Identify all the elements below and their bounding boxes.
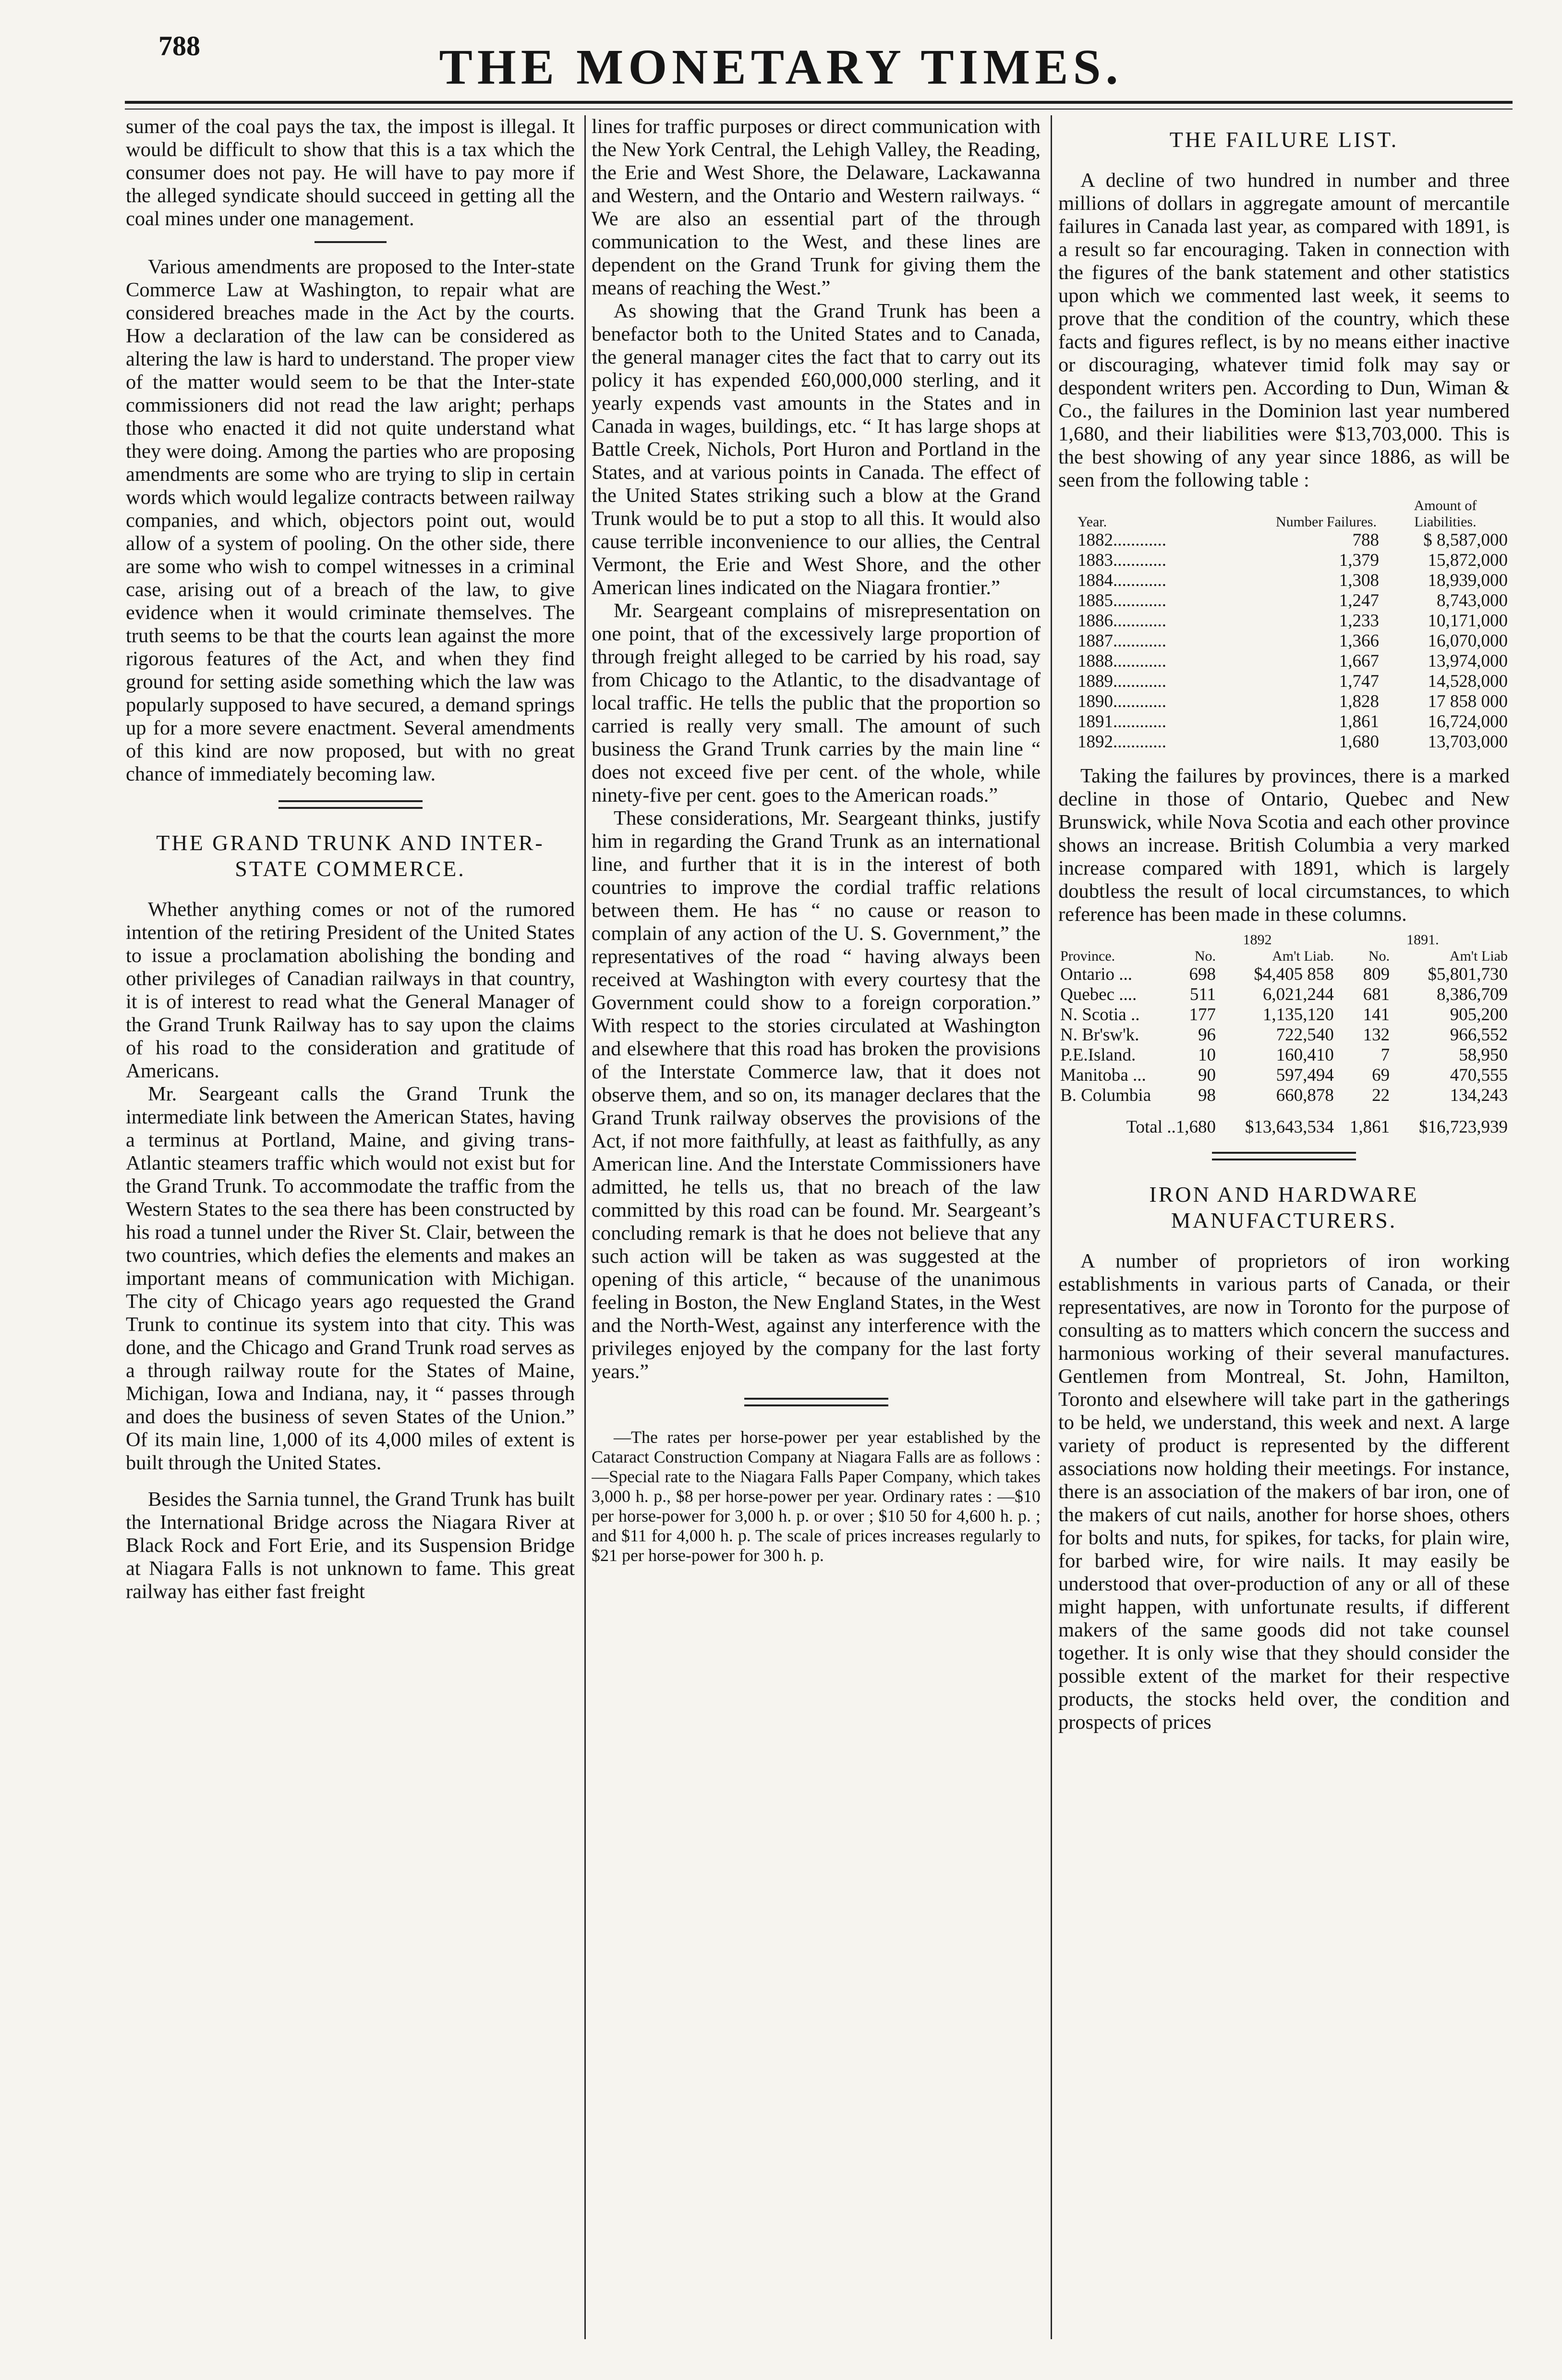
table-cell: 1892............ bbox=[1078, 732, 1166, 752]
table-header: Am't Liab. bbox=[1272, 948, 1334, 964]
table-cell: $5,801,730 bbox=[1428, 964, 1508, 984]
table-header-row bbox=[1058, 948, 1510, 964]
table-cell: 1885............ bbox=[1078, 591, 1166, 610]
table-cell: 1,308 bbox=[1339, 571, 1379, 590]
table-cell: 511 bbox=[1189, 985, 1216, 1004]
table-cell: 1,247 bbox=[1339, 591, 1379, 610]
table-year-1892: 1892 bbox=[1243, 932, 1272, 948]
table-row bbox=[1058, 571, 1510, 591]
table-header: Year. bbox=[1078, 514, 1107, 530]
table-cell: 788 bbox=[1352, 530, 1379, 550]
table-cell: 1,366 bbox=[1339, 631, 1379, 651]
separator-rule bbox=[315, 241, 387, 243]
table-cell: B. Columbia bbox=[1060, 1086, 1151, 1105]
page-number: 788 bbox=[158, 30, 200, 61]
table-row bbox=[1058, 631, 1510, 651]
table-header: Number Failures. bbox=[1276, 514, 1377, 530]
paragraph: As showing that the Grand Trunk has been a benefactor both to the United States and to Canada, the general manager cites the fact that to carry out its policy it has expended £60,000,000 sterling, and it yearly expends vast amounts in the States and in Canada in wages, buildings, etc. “ It has large shops at Battle Creek, Nichols, Port Huron and Portland in the States, and at various points in Canada. The effect of the United States striking such a blow at the Grand Trunk would be to put a stop to all this. It would also cause terrible inconvenience to our allies, the Central Vermont, the Erie and West Shore, and the other American lines indicated on the Niagara frontier.” bbox=[592, 300, 1041, 599]
table-cell: 10 bbox=[1198, 1045, 1216, 1065]
double-rule bbox=[278, 800, 423, 809]
table-cell: 10,171,000 bbox=[1428, 611, 1508, 631]
table-row bbox=[1058, 964, 1510, 985]
table-cell: 1,379 bbox=[1339, 550, 1379, 570]
table-cell: 16,724,000 bbox=[1428, 712, 1508, 732]
table-cell: 722,540 bbox=[1276, 1025, 1334, 1045]
article-heading: THE FAILURE LIST. bbox=[1169, 127, 1399, 152]
news-note: —The rates per horse-power per year established by the Cataract Construction Company at Niagara Falls are as follows :—Special rate to the Niagara Falls Paper Company, which takes 3,000 h. p., $8 per horse-power per year. Ordinary rates : —$10 per horse-power for 3,000 h. p. or over ; $10 50 for 4,600 h. p. ; and $11 for 4,000 h. p. The scale of prices increases regularly to $21 per horse-power for 300 h. p. bbox=[592, 1428, 1041, 1565]
table-cell: 470,555 bbox=[1450, 1065, 1508, 1085]
table-cell: $13,643,534 bbox=[1245, 1117, 1334, 1137]
table-cell: 1890............ bbox=[1078, 692, 1166, 711]
table-cell: 1889............ bbox=[1078, 671, 1166, 691]
paragraph: Taking the failures by provinces, there is a marked decline in those of Ontario, Quebec and New Brunswick, while Nova Scotia and each other province shows an increase. British Columbia a very marked increase compared with 1891, which is largely doubtless the result of local circumstances, to which reference has been made in these columns. bbox=[1058, 765, 1510, 926]
table-cell: P.E.Island. bbox=[1060, 1045, 1136, 1065]
table-cell: 1888............ bbox=[1078, 651, 1166, 671]
paragraph: Whether anything comes or not of the rumored intention of the retiring President of the United States to issue a proclamation abolishing the bonding and other privileges of Canadian railways in that country, it is of interest to read what the General Manager of the Grand Trunk Railway has to say upon the claims of his road to the consideration and gratitude of Americans. bbox=[126, 898, 575, 1082]
table-cell: N. Scotia .. bbox=[1060, 1005, 1140, 1025]
table-header: No. bbox=[1194, 948, 1216, 964]
table-row bbox=[1058, 550, 1510, 571]
double-rule bbox=[1212, 1152, 1356, 1160]
table-cell: 132 bbox=[1363, 1025, 1390, 1045]
table-cell: 1884............ bbox=[1078, 571, 1166, 590]
table-row bbox=[1058, 1086, 1510, 1106]
masthead-rule bbox=[125, 101, 1513, 104]
table-row bbox=[1058, 712, 1510, 732]
table-cell: Manitoba ... bbox=[1060, 1065, 1146, 1085]
table-cell: $4,405 858 bbox=[1254, 964, 1334, 984]
table-cell: Quebec .... bbox=[1060, 985, 1137, 1004]
table-row bbox=[1058, 1025, 1510, 1045]
table-cell: 905,200 bbox=[1450, 1005, 1508, 1025]
table-cell: 1,135,120 bbox=[1262, 1005, 1334, 1025]
table-cell: 8,743,000 bbox=[1437, 591, 1508, 610]
table-cell: 597,494 bbox=[1276, 1065, 1334, 1085]
table-cell: 177 bbox=[1189, 1005, 1216, 1025]
table-row bbox=[1058, 591, 1510, 611]
table-cell: Total ..1,680 bbox=[1126, 1117, 1216, 1137]
article-heading: IRON AND HARDWARE MANUFACTURERS. bbox=[1149, 1182, 1419, 1233]
table-cell: 1886............ bbox=[1078, 611, 1166, 631]
table-year-1891: 1891. bbox=[1406, 932, 1439, 948]
table-row bbox=[1058, 1045, 1510, 1065]
table-cell: 1,680 bbox=[1339, 732, 1379, 752]
masthead-rule-thin bbox=[125, 109, 1513, 110]
table-cell: 18,939,000 bbox=[1428, 571, 1508, 590]
paragraph: Mr. Seargeant calls the Grand Trunk the intermediate link between the American States, having a terminus at Portland, Maine, and giving trans-Atlantic steamers traffic which would not exist but for the Grand Trunk. To accommodate the traffic from the Western States to the sea there has been constructed by his road a tunnel under the River St. Clair, between the two countries, which defies the elements and makes an important means of communication with Michigan. The city of Chicago years ago requested the Grand Trunk to continue its system into that city. This was done, and the Chicago and Grand Trunk road serves as a through railway route for the States of Maine, Michigan, Iowa and Indiana, nay, it “ passes through and does the business of seven States of the Union.” Of its main line, 1,000 of its 4,000 miles of extent is built through the United States. bbox=[126, 1083, 575, 1474]
table-cell: 681 bbox=[1363, 985, 1390, 1004]
table-cell: Ontario ... bbox=[1060, 964, 1133, 984]
column-2 bbox=[592, 115, 1041, 2344]
masthead-title: THE MONETARY TIMES. bbox=[439, 39, 1123, 95]
paragraph: A number of proprietors of iron working establishments in various parts of Canada, or their representatives, are now in Toronto for the purpose of consulting as to matters which concern the success and harmonious working of their several manufactures. Gentlemen from Montreal, St. John, Hamilton, Toronto and elsewhere will take part in the gatherings to be held, we understand, this week and next. A large variety of product is represented by the different associations now holding their meetings. For instance, there is an association of the makers of bar iron, one of the makers of cut nails, another for horse shoes, others for bolts and nuts, for spikes, for tacks, for plain wire, for barbed wire, for wire nails. It may easily be understood that over-production of any or all of these might happen, with unfortunate results, if different makers of the same goods did not take counsel together. It is only wise that they should consider the possible extent of the market for their respective products, the stocks held over, the condition and prospects of prices bbox=[1058, 1250, 1510, 1733]
table-cell: 141 bbox=[1363, 1005, 1390, 1025]
table-cell: 1891............ bbox=[1078, 712, 1166, 732]
paragraph: sumer of the coal pays the tax, the impost is illegal. It would be difficult to show that this is a tax which the consumer does not pay. He will have to pay more if the alleged syndicate should succeed in getting all the coal mines under one management. bbox=[126, 115, 575, 230]
table-row bbox=[1058, 611, 1510, 631]
table-cell: 6,021,244 bbox=[1262, 985, 1334, 1004]
table-cell: 698 bbox=[1189, 964, 1216, 984]
table-header: Amount of Liabilities. bbox=[1414, 498, 1477, 530]
table-cell: 8,386,709 bbox=[1437, 985, 1508, 1004]
table-cell: 809 bbox=[1363, 964, 1390, 984]
table-cell: N. Br'sw'k. bbox=[1060, 1025, 1139, 1045]
table-row bbox=[1058, 692, 1510, 712]
paragraph: These considerations, Mr. Seargeant thinks, justify him in regarding the Grand Trunk as an international line, and further that it is in the interest of both countries to improve the cordial traffic relations between them. He has “ no cause or reason to complain of any action of the U. S. Government,” the representatives of the road “ having always been received at Washington with every courtesy that the Government could show to a foreign corporation.” With respect to the stories circulated at Washington and elsewhere that this road has broken the provisions of the Interstate Commerce law, that it does not observe them, and so on, its manager declares that the Grand Trunk railway observes the provisions of the Act, if not more faithfully, at least as faithfully, as any American line. And the Interstate Commissioners have admitted, he tells us, that no breach of the law committed by this road can be found. Mr. Seargeant’s concluding remark is that he does not believe that any such action will be taken as was suggested at the opening of this article, “ because of the unanimous feeling in Boston, the New England States, in the West and the North-West, against any interference with the privileges enjoyed by the company for the last forty years.” bbox=[592, 807, 1041, 1383]
table-cell: 69 bbox=[1372, 1065, 1390, 1085]
table-cell: 660,878 bbox=[1276, 1086, 1334, 1105]
column-divider bbox=[584, 115, 586, 2339]
table-cell: 1,861 bbox=[1339, 712, 1379, 732]
table-cell: 96 bbox=[1198, 1025, 1216, 1045]
table-cell: 1,233 bbox=[1339, 611, 1379, 631]
table-cell: 1,667 bbox=[1339, 651, 1379, 671]
table-row bbox=[1058, 1005, 1510, 1025]
table-total-row bbox=[1058, 1106, 1510, 1137]
table-cell: 14,528,000 bbox=[1428, 671, 1508, 691]
failures-by-province-table bbox=[1058, 932, 1510, 1137]
column-divider bbox=[1051, 115, 1052, 2339]
table-cell: 966,552 bbox=[1450, 1025, 1508, 1045]
table-row bbox=[1058, 1065, 1510, 1086]
table-row bbox=[1058, 671, 1510, 692]
table-header: Province. bbox=[1060, 948, 1115, 964]
table-header: Am't Liab bbox=[1449, 948, 1508, 964]
table-row bbox=[1058, 985, 1510, 1005]
failures-by-year-table bbox=[1058, 498, 1510, 752]
table-cell: 13,974,000 bbox=[1428, 651, 1508, 671]
table-cell: 16,070,000 bbox=[1428, 631, 1508, 651]
article-heading: THE GRAND TRUNK AND INTER-STATE COMMERCE. bbox=[156, 830, 545, 881]
table-cell: 90 bbox=[1198, 1065, 1216, 1085]
table-cell: 1,861 bbox=[1349, 1117, 1390, 1137]
paragraph: Mr. Seargeant complains of misrepresentation on one point, that of the excessively large proportion of through freight alleged to be carried by his road, say from Chicago to the Atlantic, to the disadvantage of local traffic. He tells the public that the proportion so carried is really very small. The amount of such business the Grand Trunk carries by the main line “ does not exceed five per cent. of the whole, while ninety-five per cent. goes to the American roads.” bbox=[592, 599, 1041, 806]
paragraph: Besides the Sarnia tunnel, the Grand Trunk has built the International Bridge across the Niagara River at Black Rock and Fort Erie, and its Suspension Bridge at Niagara Falls is not unknown to fame. This great railway has either fast freight bbox=[126, 1488, 575, 1603]
table-cell: 1887............ bbox=[1078, 631, 1166, 651]
paragraph: A decline of two hundred in number and three millions of dollars in aggregate amount of mercantile failures in Canada last year, as compared with 1891, is a result so far encouraging. Taken in connection with the figures of the bank statement and other statistics upon which we commented last week, it seems to prove that the condition of the country, which these facts and figures reflect, is by no means either inactive or discouraging, whatever timid folk may say or despondent writers pen. According to Dun, Wiman & Co., the failures in the Dominion last year numbered 1,680, and their liabilities were $13,703,000. This is the best showing of any year since 1886, as will be seen from the following table : bbox=[1058, 169, 1510, 491]
paragraph: lines for traffic purposes or direct communication with the New York Central, the Lehigh Valley, the Reading, the Erie and West Shore, the Delaware, Lackawanna and Western, and the Ontario and Western railways. “ We are also an essential part of the through communication to the West, and these lines are dependent on the Grand Trunk for giving them the means of reaching the West.” bbox=[592, 115, 1041, 299]
table-cell: 7 bbox=[1380, 1045, 1390, 1065]
column-3 bbox=[1058, 115, 1510, 2344]
table-cell: 98 bbox=[1198, 1086, 1216, 1105]
table-cell: 1,828 bbox=[1339, 692, 1379, 711]
table-cell: 15,872,000 bbox=[1428, 550, 1508, 570]
table-year-row bbox=[1058, 932, 1510, 948]
table-row bbox=[1058, 651, 1510, 671]
column-1 bbox=[126, 115, 575, 2344]
table-row bbox=[1058, 530, 1510, 550]
table-cell: 13,703,000 bbox=[1428, 732, 1508, 752]
table-row bbox=[1058, 732, 1510, 752]
table-cell: 1,747 bbox=[1339, 671, 1379, 691]
table-header-row bbox=[1058, 498, 1510, 530]
table-cell: 22 bbox=[1372, 1086, 1390, 1105]
paragraph: Various amendments are proposed to the Inter-state Commerce Law at Washington, to repair what are considered breaches made in the Act by the courts. How a declaration of the law can be considered as altering the law is hard to understand. The proper view of the matter would seem to be that the Inter-state commissioners did not read the law aright; perhaps those who enacted it did not quite understand what they were doing. Among the parties who are proposing amendments are some who are trying to slip in certain words which would legalize contracts between railway companies, and which, objectors point out, would allow of a system of pooling. On the other side, there are some who wish to compel witnesses in a criminal case, arising out of a breach of the law, to give evidence when it would criminate themselves. The truth seems to be that the courts lean against the more rigorous features of the Act, and when they find ground for setting aside something which the law was popularly supposed to have secured, a demand springs up for a more severe enactment. Several amendments of this kind are now proposed, but with no great chance of immediately becoming law. bbox=[126, 256, 575, 785]
table-cell: 17 858 000 bbox=[1428, 692, 1508, 711]
table-cell: $ 8,587,000 bbox=[1423, 530, 1508, 550]
table-cell: 1882............ bbox=[1078, 530, 1166, 550]
double-rule bbox=[744, 1398, 888, 1406]
table-cell: $16,723,939 bbox=[1419, 1117, 1508, 1137]
table-cell: 58,950 bbox=[1459, 1045, 1508, 1065]
table-cell: 160,410 bbox=[1276, 1045, 1334, 1065]
table-cell: 134,243 bbox=[1450, 1086, 1508, 1105]
table-cell: 1883............ bbox=[1078, 550, 1166, 570]
table-header: No. bbox=[1368, 948, 1390, 964]
